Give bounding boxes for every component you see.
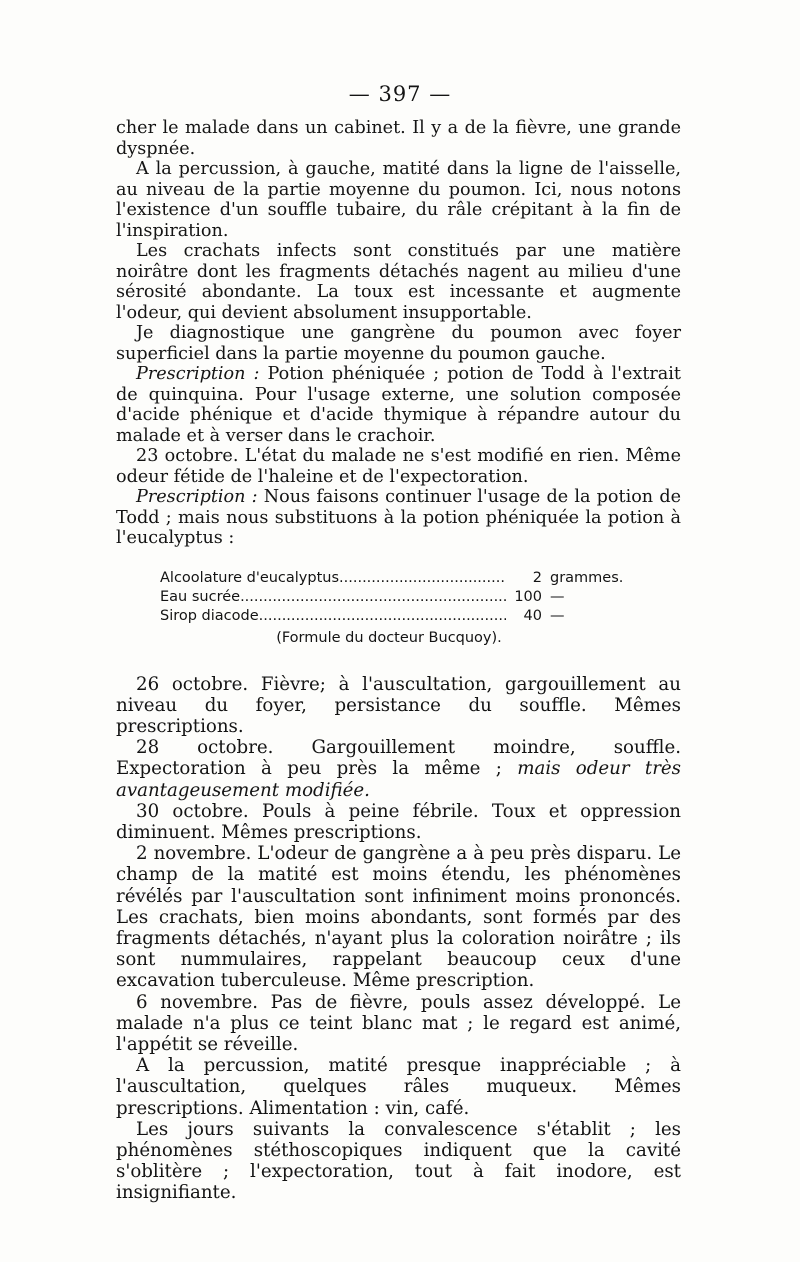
ingredient-unit: — [550,588,565,605]
ingredient-quantity: 2 [532,569,542,586]
recipe-row [160,569,630,588]
ingredient-unit: — [550,607,565,624]
recipe-row [160,607,630,626]
formula-attribution: (Formule du docteur Bucquoy). [276,629,502,646]
leader-dots [339,569,506,588]
page-number: — 397 — [348,82,452,106]
ingredient-quantity: 100 [514,588,542,605]
paragraph: 26 octobre. Fièvre; à l'auscultation, gargouillement au niveau du foyer, persistance du souffle. Mêmes prescriptions. [116,673,681,737]
paragraph: 23 octobre. L'état du malade ne s'est modifié en rien. Même odeur fétide de l'haleine et de l'expectoration. [116,446,681,487]
paragraph: 28 octobre. Gargouillement moindre, souffle. Expectoration à peu près la même ; mais odeur très avantageusement modifiée. [116,737,681,801]
italic-remark: mais odeur très avantageusement modifiée. [116,758,681,801]
prescription-label: Prescription : [136,487,258,507]
prescription-label: Prescription : [136,364,260,384]
leader-dots [240,588,506,607]
recipe-row [160,588,630,607]
bottom-section [116,674,681,1204]
paragraph: 2 novembre. L'odeur de gangrène a à peu près disparu. Le champ de la matité est moins étendu, les phénomènes révélés par l'auscultation sont infiniment moins prononcés. Les crachats, bien moins abondants, sont formés par des fragments détachés, n'ayant plus la coloration noirâtre ; ils sont nummulaires, rappelant beaucoup ceux d'une excavation tuberculeuse. Même prescription. [116,843,681,992]
ingredient-quantity: 40 [523,607,542,624]
paragraph: Prescription : Nous faisons continuer l'usage de la potion de Todd ; mais nous substituons à la potion phéniquée la potion à l'eucalyptus : [116,487,681,548]
paragraph: Les jours suivants la convalescence s'établit ; les phénomènes stéthoscopiques indiquent que la cavité s'oblitère ; l'expectoration, tout à fait inodore, est insignifiante. [116,1118,681,1204]
ingredient-name: Sirop diacode [160,607,259,624]
paragraph: 30 octobre. Pouls à peine fébrile. Toux et oppression diminuent. Mêmes prescriptions. [116,800,681,843]
paragraph: 6 novembre. Pas de fièvre, pouls assez développé. Le malade n'a plus ce teint blanc mat ; le regard est animé, l'appétit se réveille. [116,991,681,1055]
ingredient-name: Alcoolature d'eucalyptus [160,569,340,586]
top-section [116,118,681,549]
recipe-formula [160,569,630,648]
leader-dots [259,607,506,626]
paragraph: A la percussion, matité presque inappréciable ; à l'auscultation, quelques râles muqueux. Mêmes prescriptions. Alimentation : vin, café. [116,1055,681,1119]
paragraph: Je diagnostique une gangrène du poumon avec foyer superficiel dans la partie moyenne du poumon gauche. [116,323,681,364]
body-text [116,118,681,1204]
paragraph: Les crachats infects sont constitués par une matière noirâtre dont les fragments détachés nagent au milieu d'une sérosité abondante. La toux est incessante et augmente l'odeur, qui devient absolument insupportable. [116,241,681,323]
paragraph: cher le malade dans un cabinet. Il y a de la fièvre, une grande dyspnée. [116,118,681,159]
paragraph: A la percussion, à gauche, matité dans la ligne de l'aisselle, au niveau de la partie moyenne du poumon. Ici, nous notons l'existence d'un souffle tubaire, du râle crépitant à la fin de l'inspiration. [116,159,681,241]
ingredient-unit: grammes. [550,569,624,586]
ingredient-name: Eau sucrée [160,588,241,605]
paragraph: Prescription : Potion phéniquée ; potion de Todd à l'extrait de quinquina. Pour l'usage externe, une solution composée d'acide phénique et d'acide thymique à répandre autour du malade et à verser dans le crachoir. [116,364,681,446]
